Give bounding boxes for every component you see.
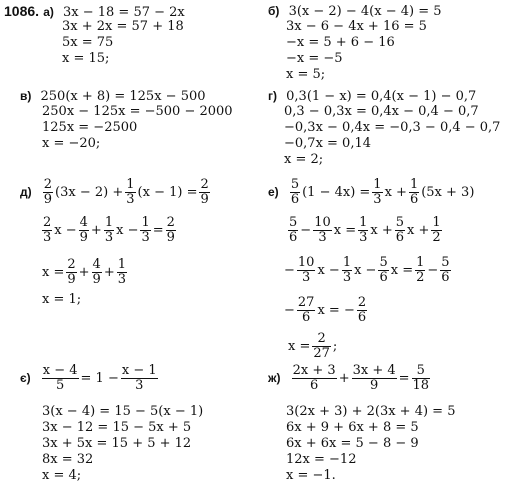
term: (5x + 3): [421, 185, 475, 200]
equation: −0,3x − 0,4x = −0,3 − 0,4 − 0,7: [284, 120, 501, 135]
term: x +: [384, 185, 407, 200]
term: x −: [354, 263, 377, 278]
equation: 0,3 − 0,3x = 0,4x − 0,4 − 0,7: [284, 104, 479, 119]
term: −: [300, 223, 312, 238]
term: (1 − 4x) =: [302, 185, 371, 200]
term: +: [338, 371, 350, 386]
term: x −: [54, 223, 77, 238]
equation: 125x = −2500: [42, 120, 138, 135]
line: [42, 258, 129, 287]
fraction: $\frac{1}{3}$: [373, 177, 382, 207]
line: [20, 178, 212, 207]
exercise-number: 1086.: [4, 3, 40, 19]
fraction: $\frac{2}{3}$: [43, 215, 52, 245]
fraction: $\frac{2}{9}$: [200, 177, 209, 207]
term: x =: [42, 265, 65, 280]
fraction: $\frac{2}{9}$: [43, 177, 53, 207]
term: (3x − 2) +: [55, 185, 124, 200]
term: x +: [407, 223, 430, 238]
equation: x = 15;: [62, 51, 110, 66]
equation: x = 2;: [284, 152, 324, 167]
fraction: $\frac{5}{6}$: [441, 255, 450, 285]
line: [20, 88, 206, 105]
fraction: $\frac{1}{3}$: [117, 257, 127, 287]
part-label: в): [20, 89, 32, 103]
fraction: $\frac{2x + 3}{6}$: [292, 363, 336, 393]
term: −: [427, 263, 439, 278]
part-label: ж): [268, 371, 281, 385]
equation: 3x + 2x = 57 + 18: [62, 19, 184, 34]
part-label: б): [268, 4, 280, 18]
equation: 0,3(1 − x) = 0,4(x − 1) − 0,7: [286, 89, 477, 104]
equation: 8x = 32: [42, 452, 94, 467]
fraction: $\frac{10}{3}$: [297, 255, 315, 285]
term: =: [152, 223, 164, 238]
line: [268, 88, 476, 105]
equation: 3x − 18 = 57 − 2x: [63, 5, 185, 20]
fraction: $\frac{x - 1}{3}$: [121, 363, 157, 393]
equation: x = 5;: [286, 67, 326, 82]
fraction: $\frac{1}{3}$: [104, 215, 114, 245]
equation: −0,7x = 0,14: [284, 136, 372, 151]
fraction: $\frac{1}{3}$: [359, 215, 368, 245]
line: [268, 3, 442, 20]
fraction: $\frac{5}{6}$: [379, 255, 388, 285]
fraction: $\frac{5}{18}$: [412, 363, 430, 393]
equation: 3x − 12 = 15 − 5x + 5: [42, 420, 192, 435]
fraction: $\frac{1}{2}$: [432, 215, 441, 245]
line: [268, 178, 474, 207]
part-label: а): [43, 5, 54, 19]
part-label: є): [20, 371, 31, 385]
fraction: $\frac{1}{2}$: [416, 255, 425, 285]
fraction: $\frac{2}{9}$: [67, 257, 76, 287]
fraction: $\frac{5}{6}$: [289, 215, 298, 245]
equation: 3(x − 4) = 15 − 5(x − 1): [42, 404, 204, 419]
fraction: $\frac{4}{9}$: [79, 215, 88, 245]
equation: 3x + 5x = 15 + 5 + 12: [42, 436, 192, 451]
fraction: $\frac{2}{27}$: [313, 331, 330, 361]
term: x =: [333, 223, 357, 238]
term: −: [284, 263, 295, 278]
equation: x = −1.: [286, 468, 336, 483]
part-label: е): [268, 185, 279, 199]
term: = 1 −: [80, 371, 119, 386]
line: [40, 216, 178, 245]
equation: x = −20;: [42, 136, 101, 151]
fraction: $\frac{1}{3}$: [141, 215, 150, 245]
term: ;: [332, 339, 338, 354]
equation: 250x − 125x = −500 − 2000: [42, 104, 233, 119]
term: +: [103, 265, 115, 280]
term: =: [398, 371, 410, 386]
equation: x = 1;: [42, 292, 82, 307]
fraction: $\frac{5}{6}$: [290, 177, 300, 207]
line: [288, 332, 337, 361]
term: x = −: [317, 303, 355, 318]
term: x =: [288, 339, 311, 354]
fraction: $\frac{10}{3}$: [314, 215, 331, 245]
equation: 5x = 75: [62, 35, 114, 50]
term: (x − 1) =: [137, 185, 198, 200]
part-label: д): [20, 185, 32, 199]
term: +: [90, 223, 102, 238]
line: [284, 256, 453, 285]
line: [20, 364, 160, 393]
equation: 12x = −12: [286, 452, 357, 467]
fraction: $\frac{3x + 4}{9}$: [352, 363, 396, 393]
equation: 6x + 6x = 5 − 8 − 9: [286, 436, 419, 451]
equation: 6x + 9 + 6x + 8 = 5: [286, 420, 419, 435]
equation: x = 4;: [42, 468, 82, 483]
term: −: [284, 303, 295, 318]
term: x =: [390, 263, 414, 278]
fraction: $\frac{2}{9}$: [166, 215, 175, 245]
line: [268, 364, 432, 393]
fraction: $\frac{4}{9}$: [92, 257, 101, 287]
equation: 3(2x + 3) + 2(3x + 4) = 5: [286, 404, 456, 419]
line: [284, 296, 369, 325]
equation: 3(x − 2) − 4(x − 4) = 5: [288, 4, 442, 19]
fraction: $\frac{1}{3}$: [126, 177, 135, 207]
term: x −: [317, 263, 340, 278]
fraction: $\frac{x - 4}{5}$: [42, 363, 78, 393]
term: x +: [370, 223, 393, 238]
equation: 250(x + 8) = 125x − 500: [40, 89, 206, 104]
equation: −x = 5 + 6 − 16: [286, 35, 395, 50]
fraction: $\frac{1}{3}$: [342, 255, 352, 285]
fraction: $\frac{5}{6}$: [395, 215, 405, 245]
equation: 3x − 6 − 4x + 16 = 5: [286, 19, 427, 34]
fraction: $\frac{1}{6}$: [409, 177, 419, 207]
term: +: [78, 265, 90, 280]
fraction: $\frac{2}{6}$: [357, 295, 367, 325]
fraction: $\frac{27}{6}$: [297, 295, 315, 325]
line: [286, 216, 444, 245]
part-label: г): [268, 89, 277, 103]
equation: −x = −5: [286, 51, 343, 66]
term: x −: [116, 223, 139, 238]
